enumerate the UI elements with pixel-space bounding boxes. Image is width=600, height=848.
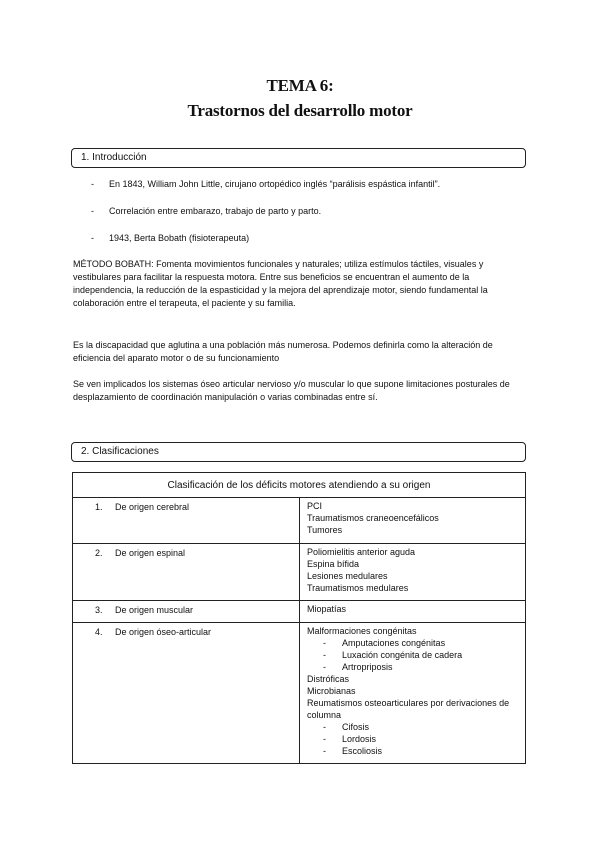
items-cell: Malformaciones congénitas - Amputaciones congénitas - Luxación congénita de cadera - Artropriposis Distróficas Microbianas Reumatismos osteoarticulares por derivaciones de columna - Cifosis - Lordosis - Escoliosis xyxy=(300,623,526,764)
intro-bullet-list xyxy=(91,179,440,260)
items-cell: Poliomielitis anterior aguda Espina bífida Lesiones medulares Traumatismos medulares xyxy=(300,544,526,601)
title-line-1: TEMA 6: xyxy=(266,76,334,95)
category-cell: 3. De origen muscular xyxy=(73,601,300,623)
title-line-2: Trastornos del desarrollo motor xyxy=(187,101,413,120)
section-heading-clasificaciones: 2. Clasificaciones xyxy=(71,442,526,462)
category-cell: 2. De origen espinal xyxy=(73,544,300,601)
table-row xyxy=(73,544,526,601)
section-heading-introduccion: 1. Introducción xyxy=(71,148,526,168)
table-row xyxy=(73,498,526,544)
table-row xyxy=(73,601,526,623)
items-cell: Miopatías xyxy=(300,601,526,623)
items-cell: PCI Traumatismos craneoencefálicos Tumores xyxy=(300,498,526,544)
list-item: - En 1843, William John Little, cirujano ortopédico inglés “parálisis espástica infantil”. xyxy=(91,179,441,189)
paragraph-definicion: Es la discapacidad que aglutina a una población más numerosa. Podemos definirla como la alteración de eficiencia del aparato motor o de su funcionamiento xyxy=(73,340,493,363)
paragraph-bobath: MÉTODO BOBATH: Fomenta movimientos funcionales y naturales; utiliza estímulos táctiles, visuales y vestibulares para facilitar la respuesta motora. Entre sus beneficios se encuentran el aumento de la independencia, la reducción de la espasticidad y la mejora del aprendizaje motor, siendo fundamental la colaboración entre el terapeuta, el paciente y su familia. xyxy=(73,259,488,308)
table-caption: Clasificación de los déficits motores atendiendo a su origen xyxy=(73,473,526,498)
table-row xyxy=(73,623,526,764)
list-item: - Correlación entre embarazo, trabajo de parto y parto. xyxy=(91,206,322,216)
category-cell: 4. De origen óseo-articular xyxy=(73,623,300,764)
list-item: - 1943, Berta Bobath (fisioterapeuta) xyxy=(91,233,250,243)
classification-table xyxy=(72,472,526,764)
category-cell: 1. De origen cerebral xyxy=(73,498,300,544)
paragraph-sistemas: Se ven implicados los sistemas óseo articular nervioso y/o muscular lo que supone limitaciones posturales de desplazamiento de coordinación manipulación o varias combinadas entre sí. xyxy=(73,379,510,402)
